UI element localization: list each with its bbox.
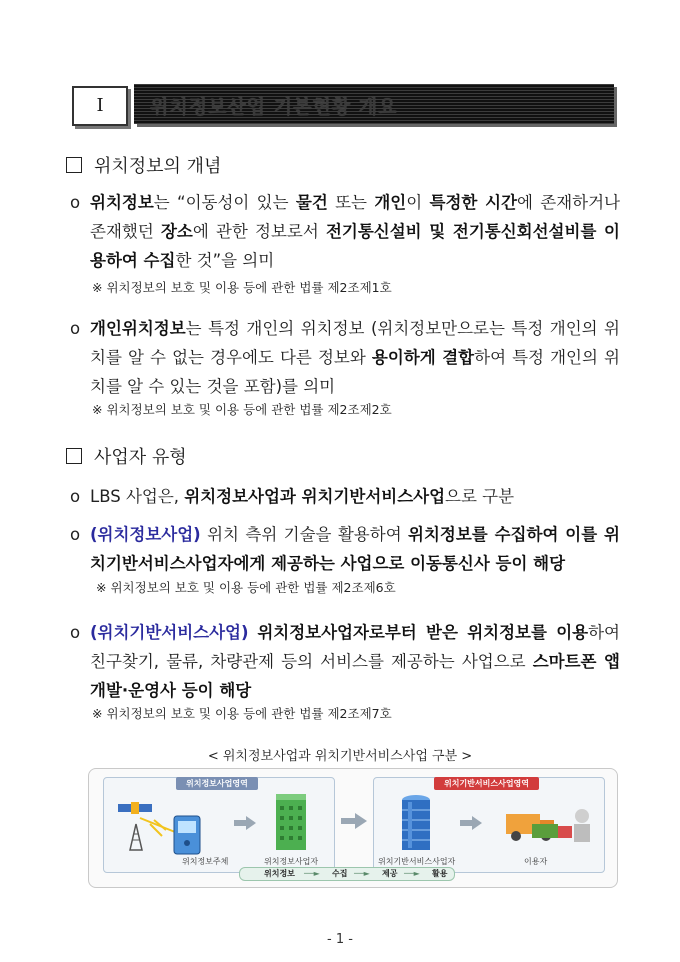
business-flow-diagram <box>88 768 618 888</box>
text-segment: 는 “이동성이 있는 <box>153 193 296 212</box>
text-segment: 위치정보 <box>90 193 154 212</box>
text-segment: 위치정보를 수집하여 이를 위치기반서비스사업자에게 제공하는 사업으로 이동통신사 등이 해당 <box>90 525 620 573</box>
page-number: - 1 - <box>327 932 353 947</box>
bullet-marker: o <box>70 193 81 212</box>
section-heading-text: 위치정보의 개념 <box>94 156 222 177</box>
text-segment: 용이하게 결합 <box>371 348 475 367</box>
text-segment: 는 특정 개인의 위치정보 (위치정보만으로는 특정 개인의 위치를 알 수 없는 경우에도 다른 정보와 <box>90 319 620 367</box>
section-heading-concept <box>66 152 221 178</box>
green-building-icon <box>274 792 308 850</box>
list-item <box>70 314 620 401</box>
bullet-marker: o <box>70 487 81 506</box>
figure-caption: < 위치정보사업과 위치기반서비스사업 구분 > <box>207 749 473 764</box>
text-segment: 스마트폰 앱 개발·운영사 등이 해당 <box>90 652 620 700</box>
data-flow-bar <box>239 867 455 881</box>
actor-label: 위치정보사업자 <box>264 857 319 866</box>
item-text <box>90 618 620 705</box>
text-segment: 개인위치정보 <box>90 319 186 338</box>
location-service-business-zone <box>373 777 605 873</box>
bullet-marker: o <box>70 623 81 642</box>
flow-arrow-icon: ──► <box>404 869 420 878</box>
zone-label: 위치기반서비스사업영역 <box>434 777 539 790</box>
text-segment: (위치기반서비스사업) <box>90 623 249 642</box>
roman-numeral: Ⅰ <box>96 95 104 116</box>
arrow-right-icon <box>460 816 482 830</box>
item-text <box>90 314 620 401</box>
item-text <box>90 482 620 511</box>
text-segment: 물건 <box>295 193 328 212</box>
flow-step: 제공 <box>382 869 398 878</box>
list-item <box>70 188 620 275</box>
text-segment: 위치정보사업자로부터 받은 위치정보를 이용 <box>257 623 589 642</box>
item-text <box>90 188 620 275</box>
square-bullet-icon <box>66 448 82 464</box>
arrow-right-icon <box>341 813 367 829</box>
list-item <box>70 618 620 705</box>
law-reference-note: ※ 위치정보의 보호 및 이용 등에 관한 법률 제2조제7호 <box>92 706 392 721</box>
roman-numeral-box <box>72 86 128 126</box>
flow-arrow-icon: ──► <box>304 869 320 878</box>
text-segment: 또는 <box>327 193 375 212</box>
text-segment: 한 것”을 의미 <box>175 251 275 270</box>
text-segment: 에 존재하거나 존재했던 <box>90 193 620 241</box>
section-heading-text: 사업자 유형 <box>94 447 187 468</box>
list-item <box>70 520 620 578</box>
arrow-right-icon <box>234 816 256 830</box>
text-segment: 전기통신설비 및 전기통신회선설비를 이용하여 수집 <box>90 222 620 270</box>
title-banner <box>134 84 614 124</box>
law-reference-note: ※ 위치정보의 보호 및 이용 등에 관한 법률 제2조제1호 <box>92 280 392 295</box>
item-text <box>90 520 620 578</box>
bullet-marker: o <box>70 525 81 544</box>
bullet-marker: o <box>70 319 81 338</box>
actor-label: 위치정보주체 <box>182 857 229 866</box>
page-title: 위치정보산업 기본현황 개요 <box>150 96 398 118</box>
blue-building-icon <box>400 792 432 852</box>
actor-label: 이용자 <box>524 857 548 866</box>
text-segment: (위치정보사업) <box>90 525 201 544</box>
actor-label: 위치기반서비스사업자 <box>378 857 456 866</box>
text-segment: 으로 구분 <box>445 487 515 506</box>
text-segment: 하여 친구찾기, 물류, 차량관제 등의 서비스를 제공하는 사업으로 <box>90 623 620 671</box>
law-reference-note: ※ 위치정보의 보호 및 이용 등에 관한 법률 제2조제6호 <box>96 580 396 595</box>
section-heading-business-types <box>66 443 187 469</box>
text-segment: 위치정보사업과 위치기반서비스사업 <box>184 487 446 506</box>
flow-step: 위치정보 <box>264 869 295 878</box>
text-segment: 하여 특정 개인의 위치를 알 수 있는 것을 포함)를 의미 <box>90 348 620 396</box>
satellite-phone-icon <box>110 794 220 856</box>
text-segment: 장소 <box>160 222 193 241</box>
text-segment: 에 관한 정보로서 <box>192 222 326 241</box>
list-item <box>70 482 620 511</box>
flow-step: 활용 <box>432 869 448 878</box>
text-segment: 특정한 시간 <box>429 193 518 212</box>
law-reference-note: ※ 위치정보의 보호 및 이용 등에 관한 법률 제2조제2호 <box>92 402 392 417</box>
users-vehicles-icon <box>498 794 598 852</box>
text-segment: 이 <box>406 193 430 212</box>
text-segment: LBS 사업은, <box>90 487 185 506</box>
square-bullet-icon <box>66 157 82 173</box>
location-info-business-zone <box>103 777 335 873</box>
flow-arrow-icon: ──► <box>354 869 370 878</box>
text-segment: 개인 <box>374 193 407 212</box>
zone-label: 위치정보사업영역 <box>176 777 258 790</box>
flow-step: 수집 <box>332 869 348 878</box>
text-segment: 위치 측위 기술을 활용하여 <box>200 525 409 544</box>
